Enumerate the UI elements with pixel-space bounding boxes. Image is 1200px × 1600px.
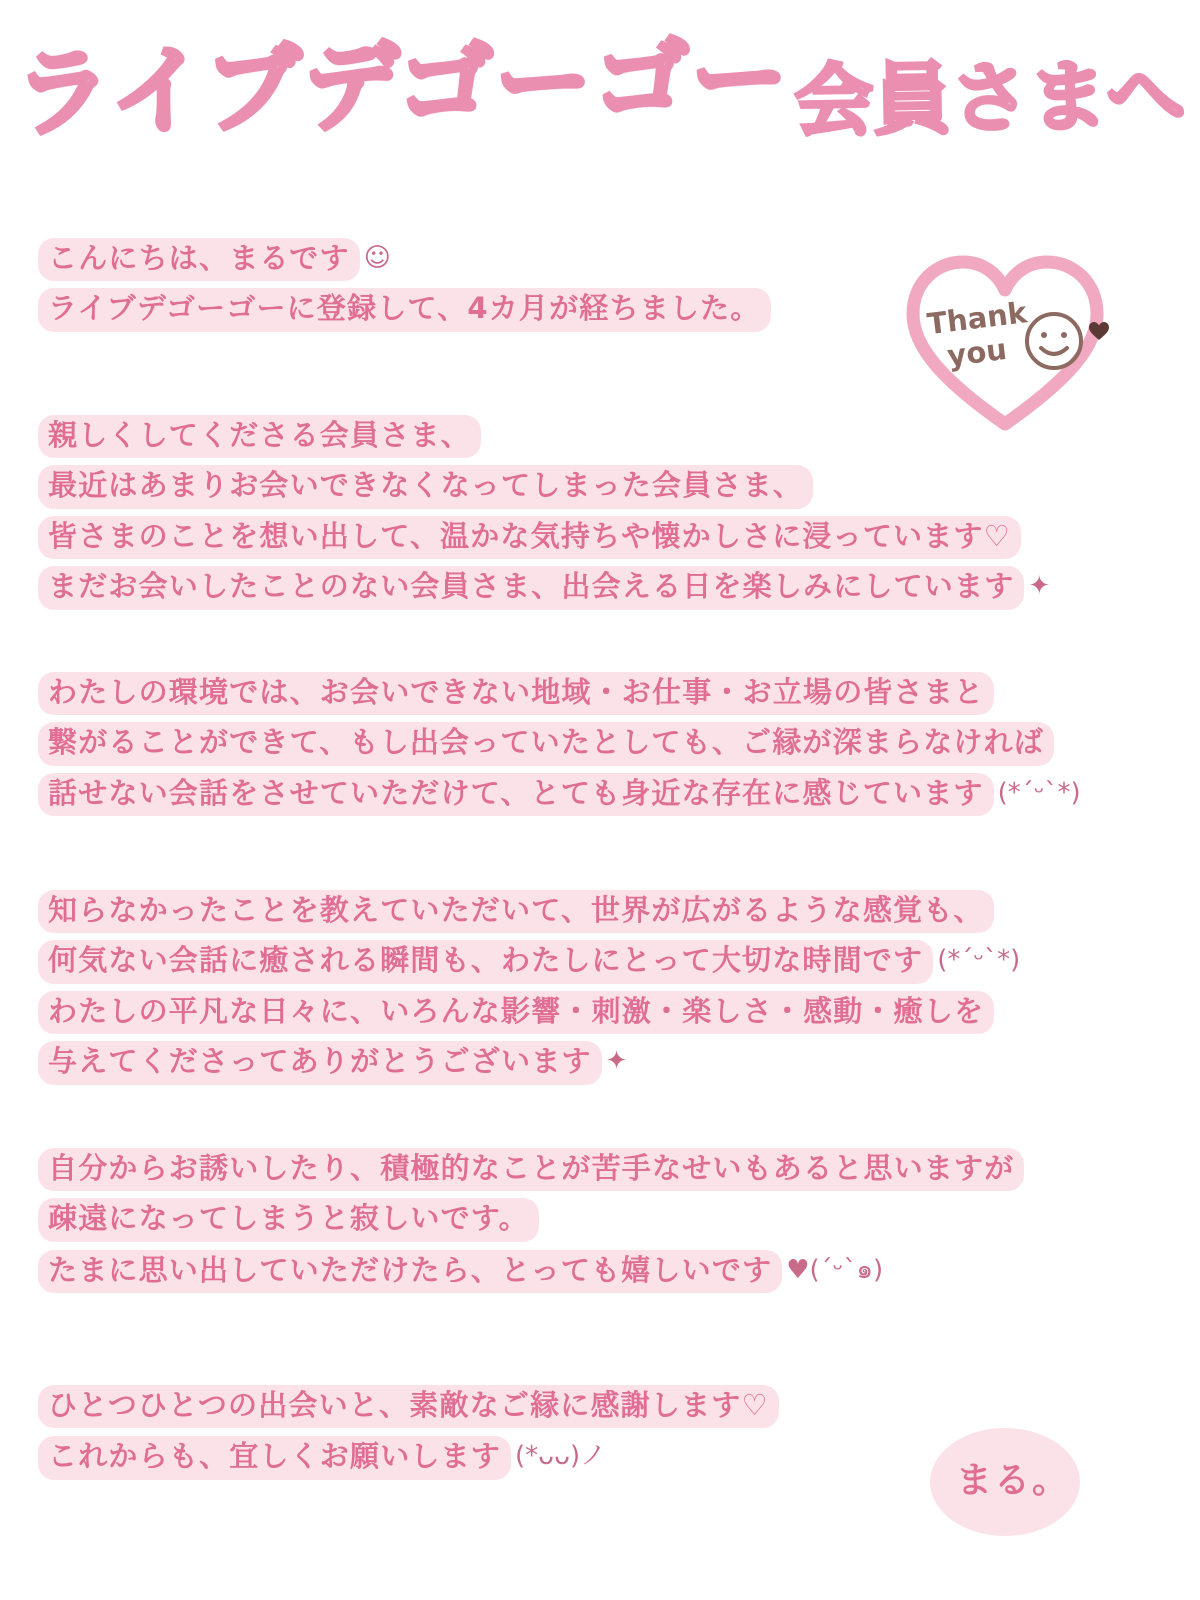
text-line-content: こんにちは、まるです [38, 238, 360, 281]
text-line [38, 940, 1020, 983]
text-line-content: わたしの環境では、お会いできない地域・お仕事・お立場の皆さまと [38, 672, 994, 715]
text-line-trailing: (*ˊᵕˋ*) [937, 945, 1021, 976]
paragraph-gratitude [38, 890, 1020, 1092]
text-line [38, 1041, 1020, 1084]
text-line-content: これからも、宜しくお願いします [38, 1436, 511, 1479]
text-line-content: たまに思い出していただけたら、とっても嬉しいです [38, 1250, 782, 1293]
text-line-trailing: (*ᴗᴗ)ノ [515, 1441, 607, 1472]
small-heart-icon [1088, 320, 1110, 342]
text-line-content: まだお会いしたことのない会員さま、出会える日を楽しみにしています [38, 566, 1024, 609]
paragraph-greeting [38, 238, 771, 339]
text-line [38, 722, 1081, 765]
text-line-content: 親しくしてくださる会員さま、 [38, 415, 481, 458]
text-line-trailing: (*ˊᵕˋ*) [997, 777, 1081, 808]
paragraph-closing [38, 1385, 779, 1487]
paragraph-shyness [38, 1148, 1024, 1300]
text-line [38, 288, 771, 331]
text-line-trailing: ✦ [1028, 571, 1051, 602]
text-line [38, 890, 1020, 933]
text-line-content: 皆さまのことを想い出して、温かな気持ちや懐かしさに浸っています♡ [38, 516, 1021, 559]
text-line [38, 991, 1020, 1034]
text-line [38, 672, 1081, 715]
text-line [38, 238, 771, 281]
text-line [38, 415, 1050, 458]
thank-you-stamp [905, 252, 1105, 437]
thank-you-line1: Thank [925, 295, 1029, 342]
paragraph-members-thanks [38, 415, 1050, 617]
text-line-content: 知らなかったことを教えていただいて、世界が広がるような感覚も、 [38, 890, 994, 933]
text-line-content: 与えてくださってありがとうございます [38, 1041, 602, 1084]
text-line-content: 自分からお誘いしたり、積極的なことが苦手なせいもあると思いますが [38, 1148, 1024, 1191]
text-line-content: 最近はあまりお会いできなくなってしまった会員さま、 [38, 465, 813, 508]
text-line-trailing: ♥(´ᵕ`๑) [786, 1254, 884, 1285]
text-line-content: 話せない会話をさせていただけて、とても身近な存在に感じています [38, 773, 994, 816]
page-title-tail: 会員さまへ [794, 50, 1187, 148]
text-line-trailing: ✦ [605, 1046, 628, 1077]
thank-you-line2: you [945, 332, 1009, 374]
page-title [0, 21, 1200, 151]
text-line-content: わたしの平凡な日々に、いろんな影響・刺激・楽しさ・感動・癒しを [38, 991, 994, 1034]
text-line-content: 疎遠になってしまうと寂しいです。 [38, 1198, 539, 1241]
text-line-content: 繋がることができて、もし出会っていたとしても、ご縁が深まらなければ [38, 722, 1054, 765]
text-line [38, 773, 1081, 816]
text-line [38, 1249, 1024, 1293]
smiley-face-icon [1023, 310, 1085, 372]
page-title-main: ライブデゴーゴー [13, 21, 791, 151]
text-line-content: ライブデゴーゴーに登録して、4カ月が経ちました。 [38, 288, 771, 331]
text-line [38, 465, 1050, 508]
text-line-content: 何気ない会話に癒される瞬間も、わたしにとって大切な時間です [38, 940, 933, 983]
text-line [38, 516, 1050, 559]
paragraph-environment [38, 672, 1081, 823]
text-line-content: ひとつひとつの出会いと、素敵なご縁に感謝します♡ [38, 1385, 779, 1428]
text-line-trailing: ☺ [363, 243, 391, 273]
text-line [38, 1435, 779, 1479]
text-line [38, 566, 1050, 609]
signature-name: まる。 [955, 1460, 1070, 1501]
text-line [38, 1198, 1024, 1241]
text-line [38, 1385, 779, 1428]
text-line [38, 1148, 1024, 1191]
